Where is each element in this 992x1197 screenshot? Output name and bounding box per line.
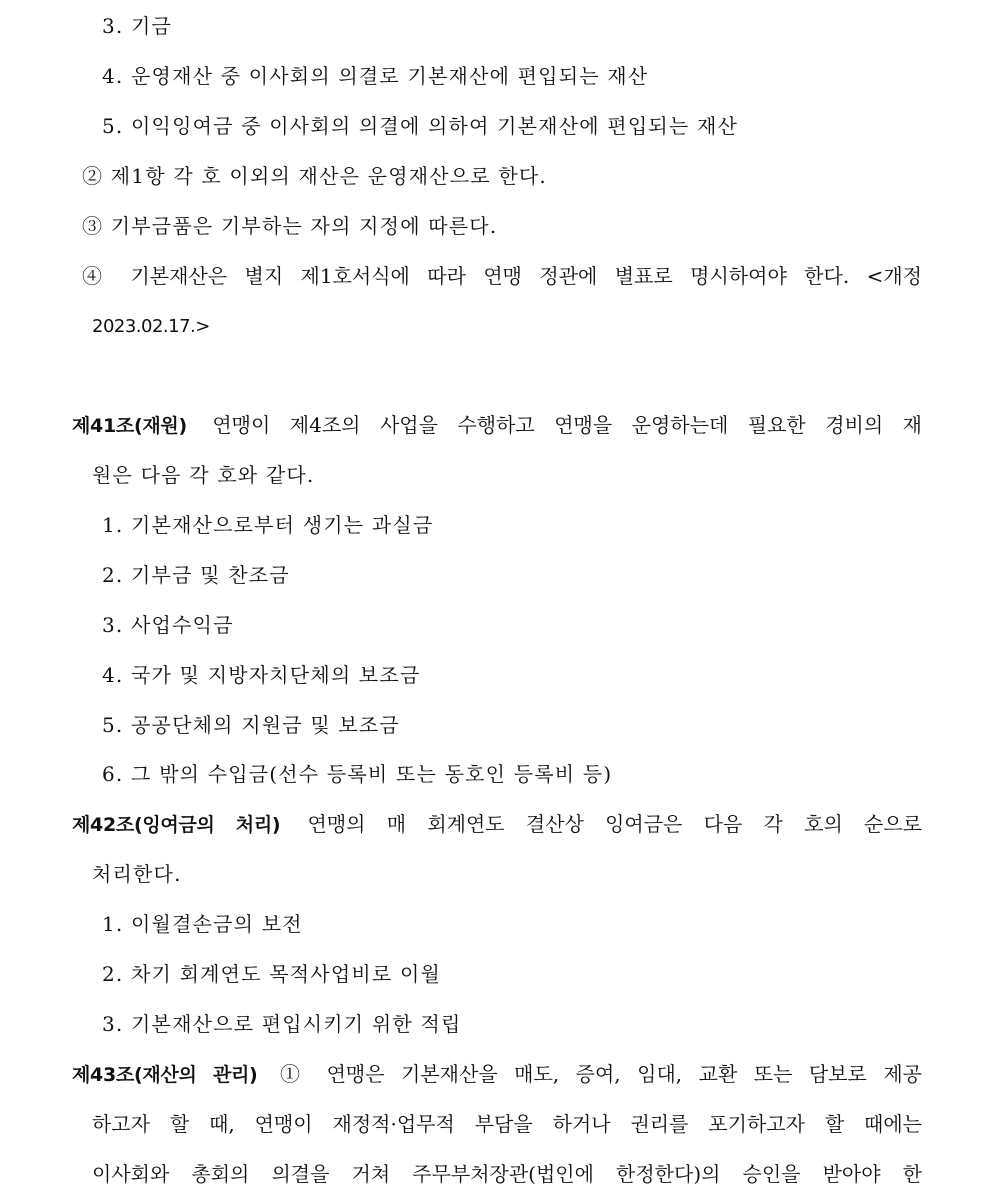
- article41-item-6: 6. 그 밖의 수입금(선수 등록비 또는 동호인 등록비 등): [102, 762, 613, 786]
- article41-item-5: 5. 공공단체의 지원금 및 보조금: [102, 713, 400, 737]
- article40-item-5: 5. 이익잉여금 중 이사회의 의결에 의하여 기본재산에 편입되는 재산: [102, 114, 738, 138]
- article42-heading: 제42조(잉여금의 처리): [72, 814, 281, 836]
- article40-paragraph-3: ③ 기부금품은 기부하는 자의 지정에 따른다.: [82, 214, 498, 238]
- article43-heading: 제43조(재산의 관리): [72, 1064, 258, 1086]
- article41-heading: 제41조(재원): [72, 415, 187, 437]
- article41-item-3: 3. 사업수익금: [102, 613, 234, 637]
- article41-body-line2: 원은 다음 각 호와 같다.: [92, 463, 315, 487]
- article41-item-4: 4. 국가 및 지방자치단체의 보조금: [102, 663, 421, 687]
- article40-item-4: 4. 운영재산 중 이사회의 의결로 기본재산에 편입되는 재산: [102, 64, 649, 88]
- article42-line1: [72, 810, 922, 839]
- article40-paragraph-4-line2: 2023.02.17.>: [92, 316, 210, 337]
- article43-body-line1: ① 연맹은 기본재산을 매도, 증여, 임대, 교환 또는 담보로 제공: [279, 1062, 922, 1086]
- article43-line1: [72, 1060, 922, 1089]
- article42-item-3: 3. 기본재산으로 편입시키기 위한 적립: [102, 1012, 462, 1036]
- article40-paragraph-2: ② 제1항 각 호 이외의 재산은 운영재산으로 한다.: [82, 164, 547, 188]
- article42-body-line2: 처리한다.: [92, 862, 182, 886]
- article41-line1: [72, 411, 922, 440]
- article42-item-1: 1. 이월결손금의 보전: [102, 912, 303, 936]
- article40-paragraph-4-line1: ④ 기본재산은 별지 제1호서식에 따라 연맹 정관에 별표로 명시하여야 한다. <개정: [82, 264, 922, 288]
- article40-item-3: 3. 기금: [102, 14, 173, 38]
- article42-body-line1: 연맹의 매 회계연도 결산상 잉여금은 다음 각 호의 순으로: [307, 812, 922, 836]
- article43-body-line3: 이사회와 총회의 의결을 거쳐 주무부처장관(법인에 한정한다)의 승인을 받아야 한: [92, 1162, 922, 1186]
- article43-body-line2: 하고자 할 때, 연맹이 재정적·업무적 부담을 하거나 권리를 포기하고자 할 때에는: [92, 1112, 922, 1136]
- article42-item-2: 2. 차기 회계연도 목적사업비로 이월: [102, 962, 441, 986]
- article41-item-1: 1. 기본재산으로부터 생기는 과실금: [102, 513, 434, 537]
- article41-body-line1: 연맹이 제4조의 사업을 수행하고 연맹을 운영하는데 필요한 경비의 재: [212, 413, 922, 437]
- article41-item-2: 2. 기부금 및 찬조금: [102, 563, 290, 587]
